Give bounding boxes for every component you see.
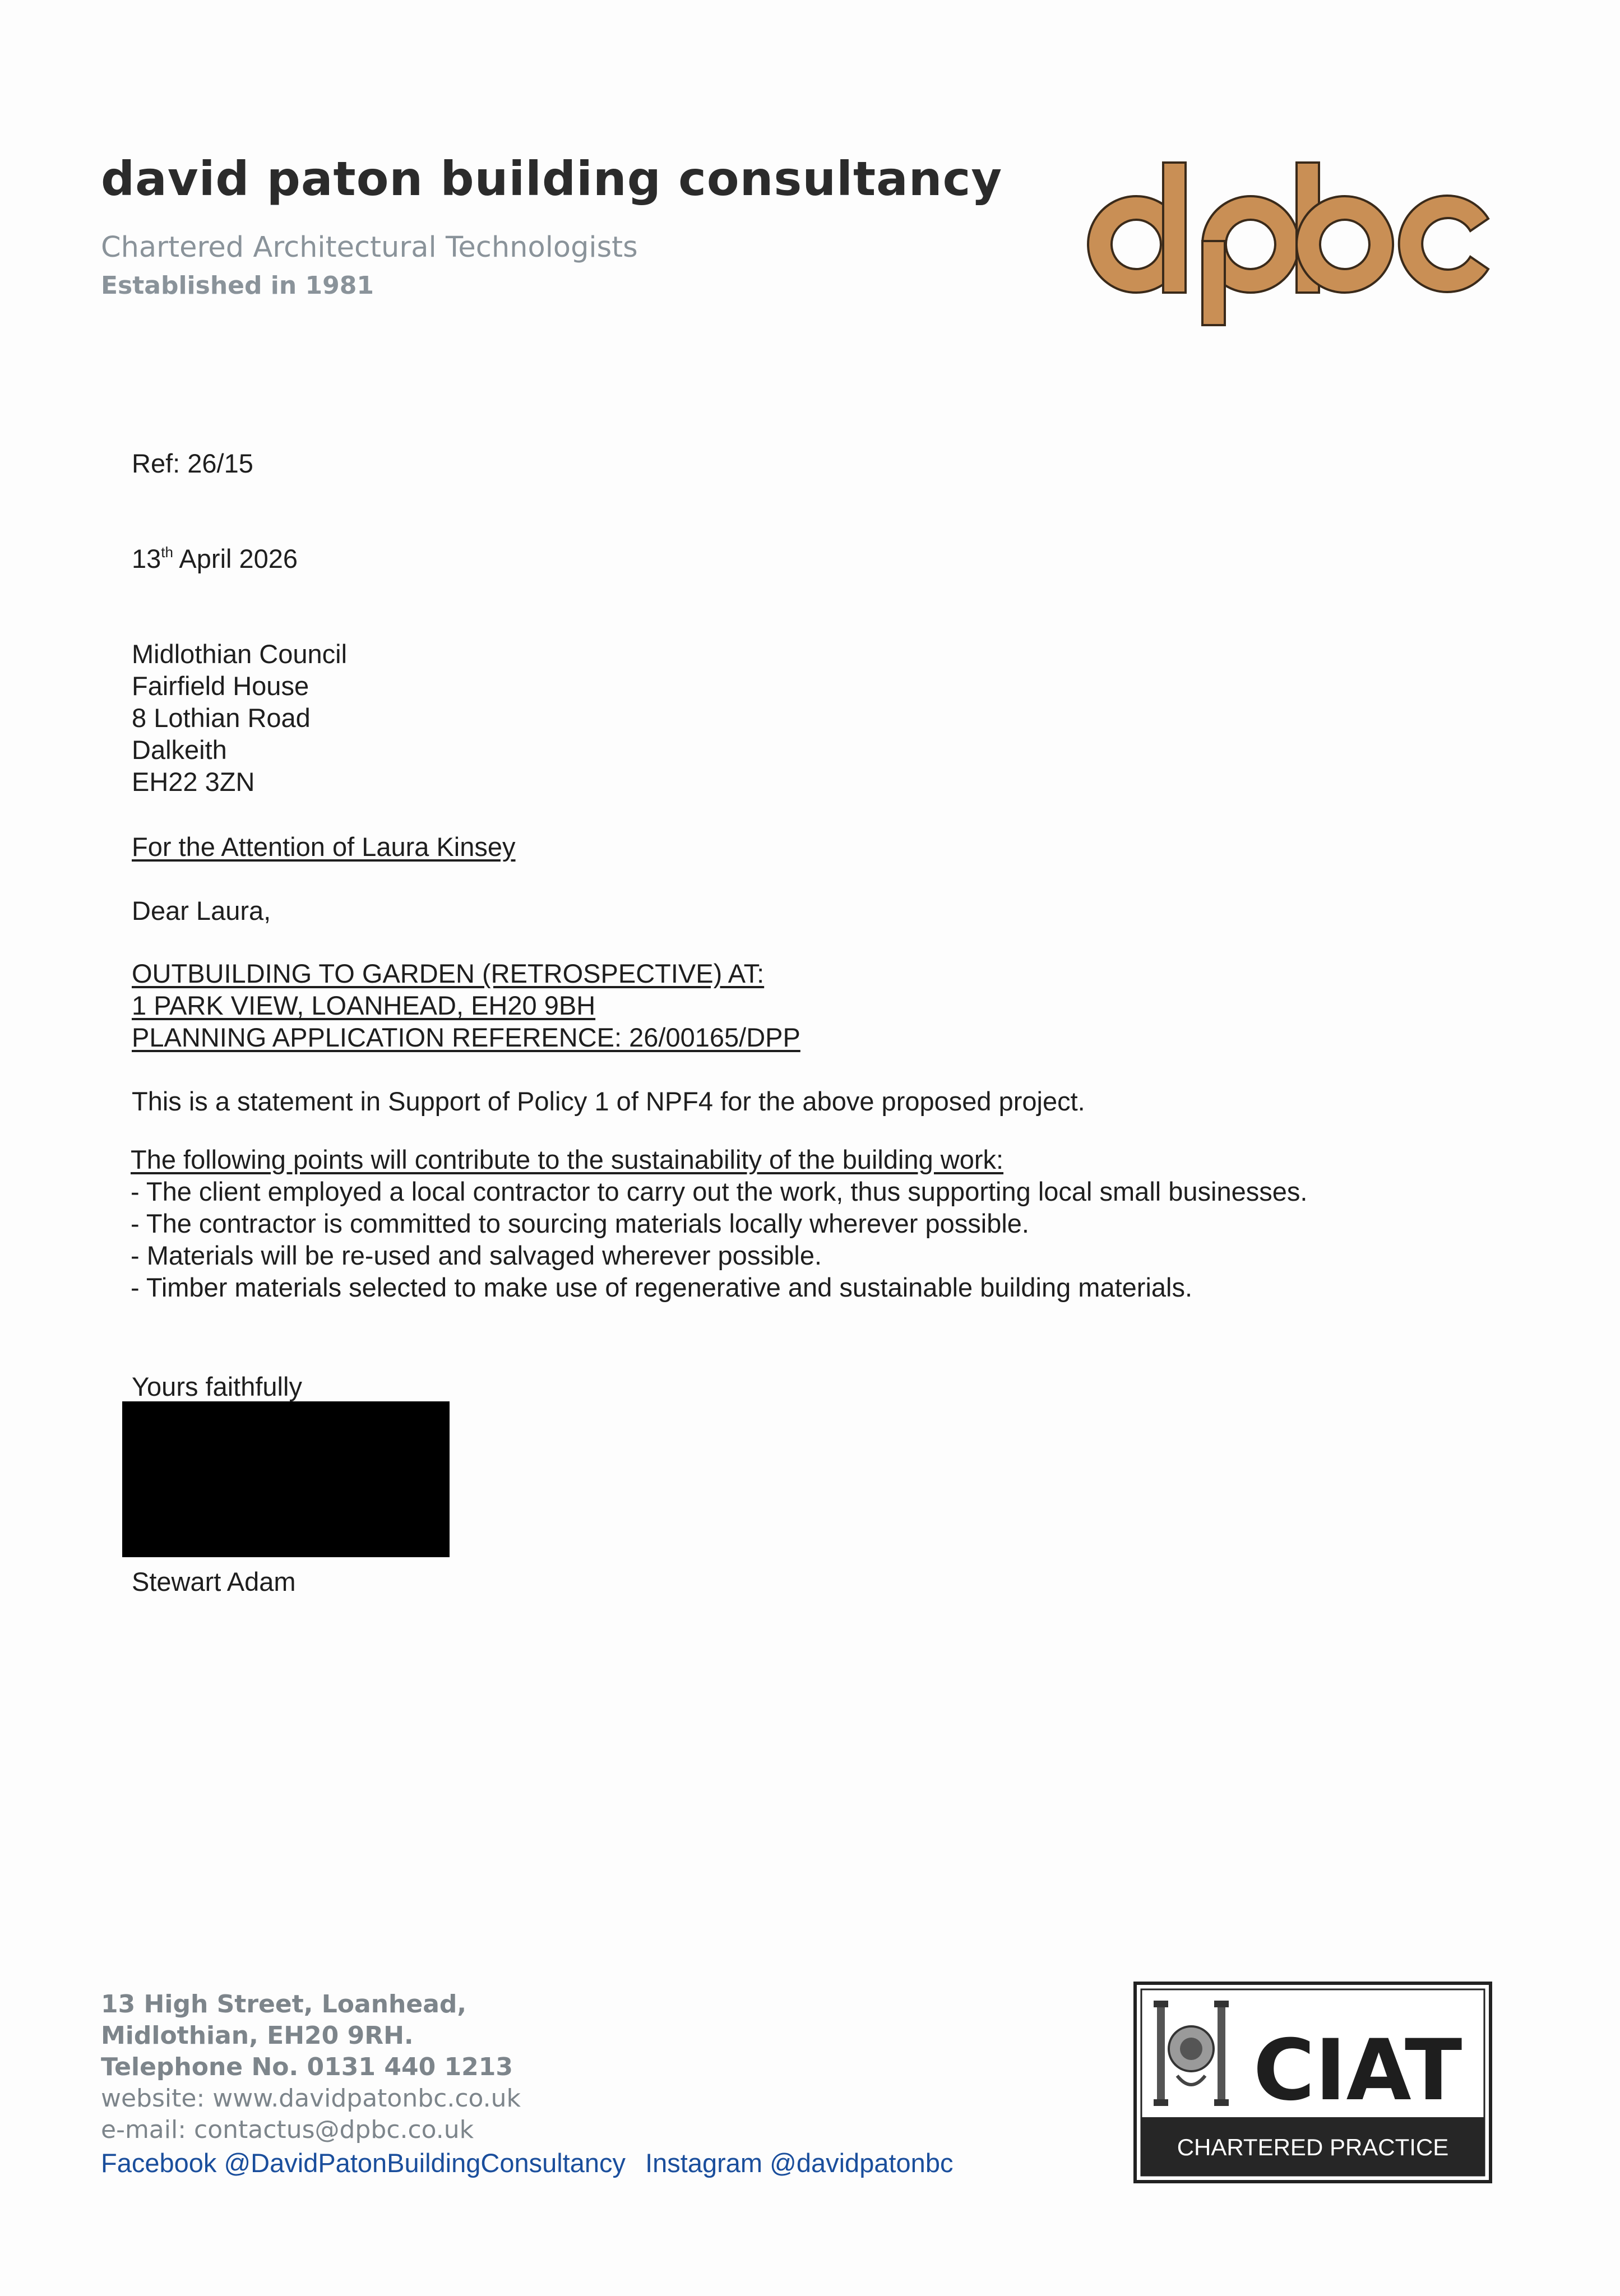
address-line: EH22 3ZN	[132, 767, 255, 797]
footer-website[interactable]: website: www.davidpatonbc.co.uk	[101, 2084, 521, 2113]
footer-email[interactable]: e-mail: contactus@dpbc.co.uk	[101, 2116, 474, 2144]
point-item: - The client employed a local contractor to carry out the work, thus supporting local small businesses.	[131, 1177, 1308, 1206]
sustainability-points	[131, 1144, 1307, 1303]
signatory-name: Stewart Adam	[132, 1567, 296, 1596]
recipient-address	[132, 638, 347, 798]
points-heading: The following points will contribute to the sustainability of the building work:	[131, 1145, 1004, 1174]
date-day: 13	[132, 544, 161, 573]
address-line: Midlothian Council	[132, 639, 348, 669]
closing: Yours faithfully	[132, 1372, 302, 1401]
subject-line: OUTBUILDING TO GARDEN (RETROSPECTIVE) AT:	[132, 959, 765, 988]
address-line: Dalkeith	[132, 735, 227, 765]
point-item: - Timber materials selected to make use of regenerative and sustainable building materials.	[131, 1272, 1193, 1302]
ciat-chartered-practice-badge	[1133, 1982, 1492, 2183]
letter-date	[132, 543, 298, 575]
ciat-name: CIAT	[1253, 2022, 1462, 2119]
footer-contact	[101, 1989, 521, 2146]
date-suffix: th	[161, 544, 173, 561]
subject-line: PLANNING APPLICATION REFERENCE: 26/00165/DPP	[132, 1022, 800, 1052]
salutation: Dear Laura,	[132, 896, 271, 925]
logo-text: dpbc	[1085, 157, 1086, 158]
subject-block	[132, 957, 800, 1053]
company-name: david paton building consultancy	[101, 151, 1003, 206]
footer-address-line: 13 High Street, Loanhead,	[101, 1990, 467, 2019]
footer-telephone: Telephone No. 0131 440 1213	[101, 2053, 513, 2081]
instagram-handle[interactable]: Instagram @davidpatonbc	[645, 2148, 954, 2178]
established-year: Established in 1981	[101, 271, 374, 300]
company-tagline: Chartered Architectural Technologists	[101, 231, 638, 264]
subject-line: 1 PARK VIEW, LOANHEAD, EH20 9BH	[132, 990, 596, 1020]
reference: Ref: 26/15	[132, 448, 253, 478]
ciat-caption: CHARTERED PRACTICE	[1177, 2134, 1449, 2160]
dpbc-logo	[1085, 157, 1499, 336]
statement: This is a statement in Support of Policy 1 of NPF4 for the above proposed project.	[132, 1086, 1085, 1116]
date-month-year: April 2026	[173, 544, 298, 573]
signature-redaction	[122, 1401, 450, 1557]
address-line: Fairfield House	[132, 671, 309, 701]
attention-line: For the Attention of Laura Kinsey	[132, 832, 516, 862]
footer-social	[101, 2147, 965, 2178]
facebook-handle[interactable]: Facebook @DavidPatonBuildingConsultancy	[101, 2148, 626, 2178]
point-item: - Materials will be re-used and salvaged wherever possible.	[131, 1240, 822, 1270]
footer-address-line: Midlothian, EH20 9RH.	[101, 2021, 414, 2050]
address-line: 8 Lothian Road	[132, 703, 311, 733]
point-item: - The contractor is committed to sourcing materials locally wherever possible.	[131, 1209, 1029, 1238]
